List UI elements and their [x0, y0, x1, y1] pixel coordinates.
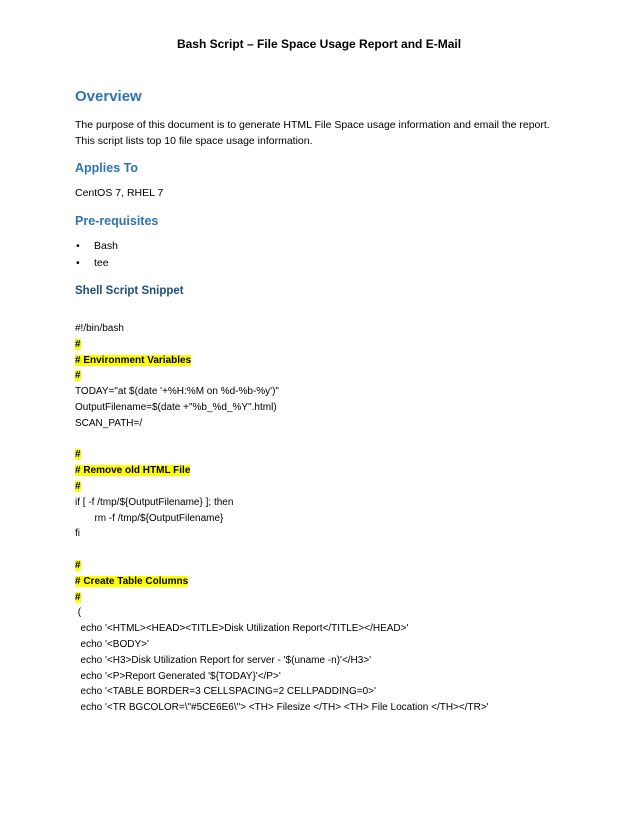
code-line: [75, 684, 615, 700]
code-line: [75, 700, 615, 716]
code-line-text: SCAN_PATH=/: [75, 417, 143, 429]
code-line: [75, 337, 615, 353]
code-line: [75, 574, 615, 590]
code-line: [75, 495, 615, 511]
code-line: [75, 511, 615, 527]
code-line-text: TODAY="at $(date '+%H:%M on %d-%b-%y')": [75, 386, 279, 398]
code-line-text: rm -f /tmp/${OutputFilename}: [75, 512, 224, 524]
prerequisite-item: [76, 240, 118, 252]
code-line-text: echo '<P>Report Generated '${TODAY}'</P>': [75, 670, 281, 682]
bullet-icon: •: [76, 257, 80, 269]
code-line: [75, 432, 615, 448]
code-line: [75, 653, 615, 669]
code-line: [75, 479, 615, 495]
code-line-text: OutputFilename=$(date +"%b_%d_%Y".html): [75, 401, 277, 413]
code-line-text: # Remove old HTML File: [75, 465, 191, 477]
code-line-text: (: [75, 607, 82, 619]
overview-line-1: The purpose of this document is to generate HTML File Space usage information and email the report.: [75, 119, 550, 131]
code-line-text: echo '<BODY>': [75, 638, 149, 650]
prerequisite-label: Bash: [94, 240, 118, 252]
bullet-icon: •: [76, 240, 80, 252]
code-line-text: # Environment Variables: [75, 354, 192, 366]
code-line: [75, 447, 615, 463]
code-line: [75, 463, 615, 479]
code-line-text: #: [75, 591, 81, 603]
code-line: [75, 526, 615, 542]
code-line: [75, 669, 615, 685]
code-line-text: echo '<TABLE BORDER=3 CELLSPACING=2 CELLPADDING=0>': [75, 686, 376, 698]
overview-line-2: This script lists top 10 file space usage information.: [75, 135, 313, 147]
prerequisite-item: [76, 257, 109, 269]
code-line: [75, 605, 615, 621]
overview-text: [75, 117, 595, 149]
code-line-text: #: [75, 480, 81, 492]
code-line: [75, 558, 615, 574]
prerequisite-label: tee: [94, 257, 109, 269]
prerequisites-heading: Pre-requisites: [75, 214, 159, 228]
code-line-text: fi: [75, 528, 80, 540]
code-line: [75, 384, 615, 400]
code-line: [75, 353, 615, 369]
applies-to-heading: Applies To: [75, 161, 138, 175]
code-line-text: if [ -f /tmp/${OutputFilename} ]; then: [75, 496, 234, 508]
code-line-text: echo '<TR BGCOLOR=\"#5CE6E6\"> <TH> Filesize </TH> <TH> File Location </TH></TR>': [75, 702, 489, 714]
snippet-heading: Shell Script Snippet: [75, 285, 184, 297]
code-line: [75, 590, 615, 606]
code-line: [75, 400, 615, 416]
code-line: [75, 368, 615, 384]
overview-heading: Overview: [75, 88, 142, 105]
code-line-text: echo '<H3>Disk Utilization Report for server - '$(uname -n)'</H3>': [75, 654, 372, 666]
code-line-text: #: [75, 559, 81, 571]
code-snippet: [75, 321, 615, 716]
applies-to-text: CentOS 7, RHEL 7: [75, 187, 164, 199]
code-line-text: #: [75, 370, 81, 382]
code-line-text: #: [75, 338, 81, 350]
code-line-text: # Create Table Columns: [75, 575, 189, 587]
code-line: [75, 542, 615, 558]
code-line: [75, 416, 615, 432]
document-title: Bash Script – File Space Usage Report and E-Mail: [176, 37, 462, 51]
code-line-text: #!/bin/bash: [75, 323, 124, 334]
code-line-text: echo '<HTML><HEAD><TITLE>Disk Utilization Report</TITLE></HEAD>': [75, 623, 409, 635]
code-line-text: #: [75, 449, 81, 461]
code-line: [75, 621, 615, 637]
code-line: [75, 321, 615, 337]
code-line: [75, 637, 615, 653]
